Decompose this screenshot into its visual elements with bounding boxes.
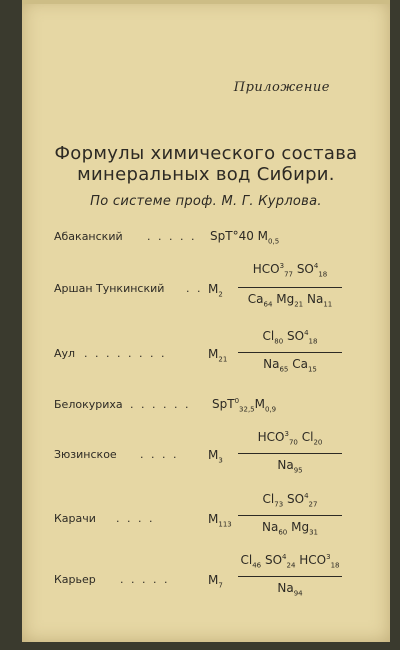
m-letter: M	[208, 512, 219, 526]
formula-superscript: 0	[234, 397, 240, 405]
mineralization	[208, 573, 223, 589]
ion: Na	[263, 357, 280, 371]
entry-name: Аршан Тункинский	[54, 282, 165, 295]
ion: SO	[264, 553, 283, 567]
ion-percent: 64	[263, 300, 273, 309]
ion: Cl	[262, 329, 275, 343]
ion-percent: 95	[293, 466, 303, 475]
ion-percent: 65	[279, 365, 289, 374]
m-subscript: 7	[218, 581, 223, 590]
formula-numerator	[240, 430, 340, 446]
formula-numerator	[240, 262, 340, 278]
ion-charge: 3	[284, 430, 289, 438]
ion-percent: 20	[313, 438, 323, 447]
fraction-bar	[238, 352, 342, 353]
ion-charge: 4	[282, 553, 287, 561]
ion-charge: 4	[313, 262, 319, 270]
ion-percent: 18	[318, 270, 328, 279]
entry-dots: . . . . .	[120, 573, 170, 586]
ion-charge: 3	[326, 553, 331, 561]
formula-inline	[210, 229, 279, 245]
ion-percent: 31	[309, 528, 318, 537]
fraction-bar	[238, 287, 342, 288]
formula-inline	[212, 397, 276, 413]
ion: SO	[287, 329, 305, 343]
page-edge	[22, 0, 390, 4]
ion-percent: 15	[307, 365, 317, 374]
m-letter: M	[208, 347, 219, 361]
ion: HCO	[299, 553, 327, 567]
ion: SO	[287, 492, 305, 506]
ion-percent: 94	[293, 589, 303, 598]
document-page	[22, 0, 390, 642]
m-letter: M	[208, 448, 219, 462]
formula-text: SpT	[212, 397, 235, 411]
ion-percent: 80	[274, 337, 284, 346]
ion-percent: 73	[274, 500, 284, 509]
ion: SO	[296, 262, 314, 276]
ion: Cl	[262, 492, 275, 506]
formula-denominator	[240, 581, 340, 597]
formula-subscript: 32,5	[239, 405, 255, 414]
ion: Na	[262, 520, 279, 534]
entry-dots: . . . . . .	[130, 398, 191, 411]
formula-tail-subscript: 0,9	[265, 405, 277, 414]
ion-percent: 21	[294, 300, 304, 309]
ion-percent: 18	[330, 561, 340, 570]
m-letter: M	[208, 282, 219, 296]
appendix-label: Приложение	[233, 80, 330, 95]
entry-name: Аул	[54, 347, 76, 360]
fraction-bar	[238, 515, 342, 516]
ion: Na	[306, 292, 324, 306]
ion-charge: 3	[279, 262, 285, 270]
entry-name: Карьер	[54, 573, 96, 586]
ion-percent: 46	[252, 561, 262, 570]
m-subscript: 113	[218, 520, 232, 529]
mineralization	[208, 282, 223, 298]
formula-denominator	[240, 357, 340, 373]
ion: Na	[277, 581, 294, 595]
entry-name: Зюзинское	[54, 448, 117, 461]
entry-dots: . . . . .	[147, 230, 197, 243]
formula-tail: M	[254, 397, 265, 411]
entry-name: Абаканский	[54, 230, 123, 243]
fraction-bar	[238, 576, 342, 577]
entry-dots: . .	[186, 282, 203, 295]
entry-name: Карачи	[54, 512, 96, 525]
mineralization	[208, 512, 232, 528]
ion-percent: 11	[323, 300, 333, 309]
formula-denominator	[240, 292, 340, 308]
formula-numerator	[240, 492, 340, 508]
mineralization	[208, 448, 223, 464]
ion: Ca	[292, 357, 308, 371]
mineralization	[208, 347, 227, 363]
formula-subscript: 0,5	[268, 237, 280, 246]
entry-dots: . . . .	[116, 512, 155, 525]
formula-denominator	[240, 458, 340, 474]
ion-percent: 77	[284, 270, 293, 279]
title-line-2: минеральных вод Сибири.	[77, 164, 335, 185]
entry-name: Белокуриха	[54, 398, 123, 411]
ion: Cl	[301, 430, 314, 444]
m-letter: M	[208, 573, 219, 587]
ion: Mg	[276, 292, 295, 306]
ion: Ca	[247, 292, 264, 306]
ion-charge: 4	[304, 329, 309, 337]
m-subscript: 21	[218, 355, 228, 364]
ion-percent: 24	[286, 561, 296, 570]
ion-percent: 18	[308, 337, 318, 346]
entry-dots: . . . .	[140, 448, 179, 461]
ion-percent: 70	[288, 438, 298, 447]
entry-dots: . . . . . . . .	[84, 347, 167, 360]
formula-numerator	[240, 329, 340, 345]
title-line-1: Формулы химического состава	[54, 143, 358, 164]
ion: HCO	[252, 262, 280, 276]
ion-percent: 27	[308, 500, 318, 509]
ion: HCO	[257, 430, 285, 444]
formula-denominator	[240, 520, 340, 536]
formula-text: SpT°40 M	[210, 229, 269, 243]
ion-charge: 4	[304, 492, 309, 500]
ion: Mg	[291, 520, 310, 534]
ion: Cl	[240, 553, 253, 567]
fraction-bar	[238, 453, 342, 454]
subtitle: По системе проф. М. Г. Курлова.	[90, 194, 322, 209]
m-subscript: 3	[218, 456, 223, 465]
ion: Na	[277, 458, 294, 472]
ion-percent: 60	[278, 528, 288, 537]
formula-numerator	[234, 553, 346, 569]
m-subscript: 2	[218, 290, 223, 299]
